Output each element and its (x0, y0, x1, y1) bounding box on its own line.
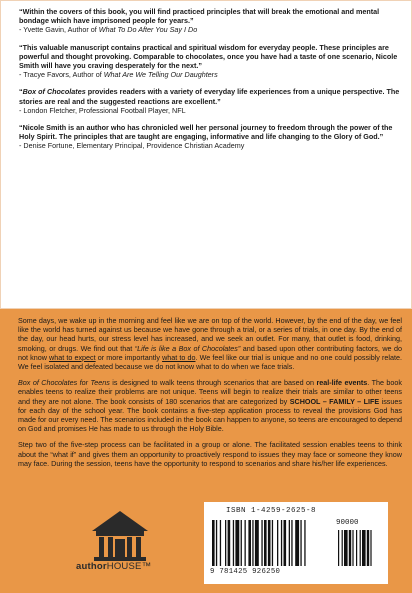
attribution-name: - Tracye Favors, Author of (19, 70, 104, 80)
text-run: is designed to walk teens through scenarios that are based on (109, 378, 317, 388)
text-run: or more importantly (95, 352, 163, 362)
isbn-label: ISBN 1-4259-2625-8 (226, 507, 317, 515)
text-run: . We feel like our trial is unique and no one could possibly relate. We feel isolated and defeated because we do not know what to do when we face trials. (18, 352, 402, 372)
book-phrase: “Life is like a Box of Chocolates” (134, 343, 241, 353)
attribution-book-title: What To Do After You Say I Do (98, 25, 198, 35)
text-run: Some days, we wake up in the morning and feel like we are on top of the world. However, by the end of the day, we feel like the world has turned against us because we have gone through a trial, or a series of trials, in one day. By the end of the day, our head hurts, our stress level has increased, and we seek an outlet. For many, that outlet is food, drinking, smoking, or drugs. We find out that (18, 316, 402, 353)
bold-phrase: SCHOOL – FAMILY – LIFE (289, 396, 380, 406)
text-run: . The book enables teens to realize their problems are not unique. Teens will begin to realize their trials are similar to other teens and they are not alone. The book consists of 180 scenarios that are categorized by (18, 378, 402, 406)
description-paragraph-2 (18, 378, 402, 433)
endorsement-text: “Within the covers of this book, you will find practiced principles that will break the emotional and mental bondage which have imprisoned people for years.” (19, 7, 380, 26)
text-run: issues for each day of the school year. The book contains a five-step application process to reveal the provisions God has made for our every need. The scenarios included in the book can happen to anyone, so teens are encouraged to depend on God and promises He has made to us through the Holy Bible. (18, 396, 402, 434)
endorsement-attribution: - London Fletcher, Professional Football Player, NFL (19, 105, 186, 115)
endorsement-attribution (19, 25, 403, 34)
underlined-phrase: what to do (162, 352, 196, 362)
description-paragraph-1 (18, 316, 402, 371)
attribution-name: - Yvette Gavin, Author of (19, 25, 99, 35)
book-description (18, 316, 402, 475)
endorsement-1 (19, 7, 403, 35)
endorsement-2 (19, 43, 403, 80)
bold-phrase: real-life events (316, 378, 368, 388)
underlined-phrase: what to expect (49, 352, 96, 362)
publisher-name-bold: author (76, 561, 107, 572)
open-quote: “ (19, 87, 23, 97)
barcode-bars (212, 520, 380, 568)
book-title: Box of Chocolates (22, 87, 86, 97)
endorsement-attribution: - Denise Fortune, Elementary Principal, Providence Christian Academy (19, 141, 245, 151)
endorsement-text: “This valuable manuscript contains practical and spiritual wisdom for everyday people. These principles are powerful and thought provoking. Comparable to chocolates, once you have had a taste of one scenario, Nicole Smith will have you craving desperately for the next.” (19, 42, 398, 71)
book-title: Box of Chocolates for Teens (18, 378, 110, 388)
barcode-digits: 9 781425 926250 (210, 568, 281, 576)
text-run: and based upon other contributing factors, we do not know (18, 343, 402, 362)
endorsement-body: provides readers with a variety of everyday life experiences from a unique perspective. The stories are real and the suggested reactions are excellent.” (19, 87, 400, 106)
description-paragraph-3: Step two of the five-step process can be facilitated in a group or alone. The facilitated session enables teens to think about the “what if” and gives them an opportunity to proactively respond to issues they may face or someone they know may face. During the session, teens have the opportunity to respond to scenarios and share his/her life experiences. (18, 440, 402, 468)
endorsement-text (19, 87, 399, 105)
endorsement-3 (19, 87, 403, 115)
attribution-book-title: What Are We Telling Our Daughters (103, 70, 218, 80)
trademark-symbol: ™ (141, 561, 152, 572)
endorsement-list (19, 7, 403, 159)
price-code: 90000 (336, 519, 359, 527)
endorsement-attribution (19, 70, 403, 79)
publisher-name (76, 561, 151, 572)
barcode-block (204, 502, 388, 584)
publisher-name-light: HOUSE (106, 561, 142, 572)
endorsement-text: “Nicole Smith is an author who has chronicled well her personal journey to freedom through the power of the Holy Spirit. The principles that are taught are engaging, informative and life changing to the Glory of God.” (19, 123, 393, 142)
endorsement-4 (19, 123, 403, 151)
